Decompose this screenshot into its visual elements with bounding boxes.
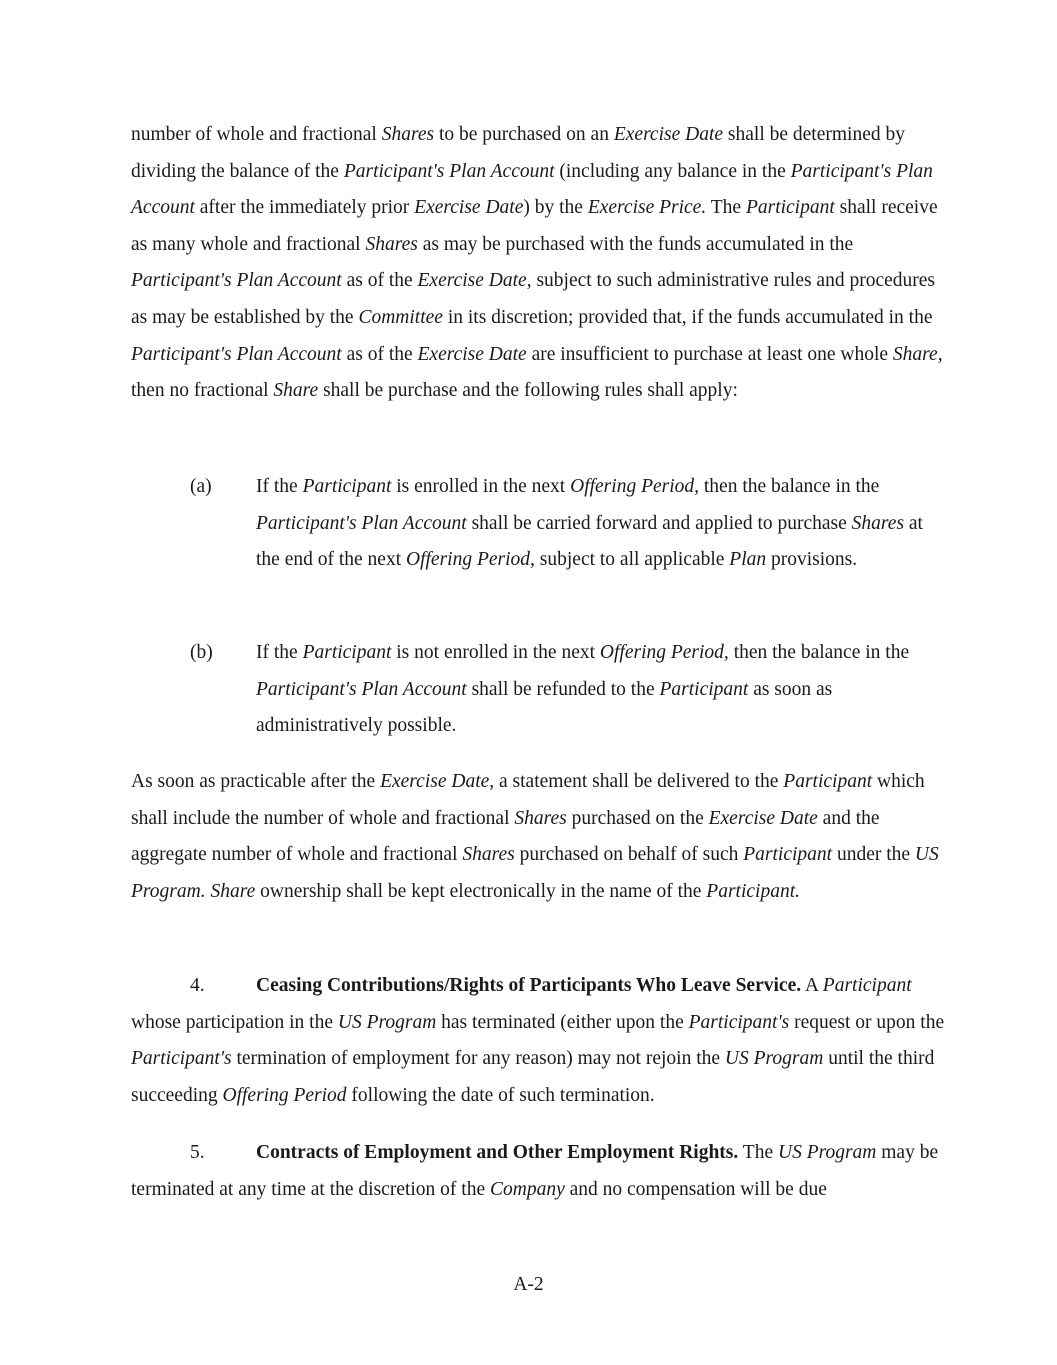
section-4: 4. Ceasing Contributions/Rights of Participants Who Leave Service. A Participant whose participation in the US Program has terminated (either upon the Participant's request or upon the Participant's termination of employment for any reason) may not rejoin the US Program until the third succeeding Offering Period following the date of such termination. bbox=[131, 968, 951, 1114]
section-4-heading: Ceasing Contributions/Rights of Participants Who Leave Service. bbox=[256, 975, 802, 996]
section-5-heading: Contracts of Employment and Other Employment Rights. bbox=[256, 1142, 739, 1163]
paragraph-exercise-calculation: number of whole and fractional Shares to be purchased on an Exercise Date shall be determined by dividing the balance of the Participant's Plan Account (including any balance in the Participant's Plan Account after the immediately prior Exercise Date) by the Exercise Price. The Participant shall receive as many whole and fractional Shares as may be purchased with the funds accumulated in the Participant's Plan Account as of the Exercise Date, subject to such administrative rules and procedures as may be established by the Committee in its discretion; provided that, if the funds accumulated in the Participant's Plan Account as of the Exercise Date are insufficient to purchase at least one whole Share, then no fractional Share shall be purchase and the following rules shall apply: bbox=[131, 124, 943, 402]
page-number: A-2 bbox=[513, 1274, 544, 1295]
section-5-number: 5. bbox=[190, 1142, 205, 1163]
list-item-a: If the Participant is enrolled in the next Offering Period, then the balance in the Participant's Plan Account shall be carried forward and applied to purchase Shares at the end of the next Offering Period, subject to all applicable Plan provisions. bbox=[256, 476, 923, 571]
list-item-b: If the Participant is not enrolled in the next Offering Period, then the balance in the Participant's Plan Account shall be refunded to the Participant as soon as administratively possible. bbox=[256, 642, 910, 737]
section-4-number: 4. bbox=[190, 975, 205, 996]
paragraph-statement-delivery: As soon as practicable after the Exercise Date, a statement shall be delivered to the Participant which shall include the number of whole and fractional Shares purchased on the Exercise Date and the aggregate number of whole and fractional Shares purchased on behalf of such Participant under the US Program. Share ownership shall be kept electronically in the name of the Participant. bbox=[131, 771, 939, 902]
list-item-label-a: (a) bbox=[190, 476, 212, 497]
section-5: 5. Contracts of Employment and Other Employment Rights. The US Program may be terminated at any time at the discretion of the Company and no compensation will be due bbox=[131, 1135, 951, 1208]
list-item-label-b: (b) bbox=[190, 642, 213, 663]
